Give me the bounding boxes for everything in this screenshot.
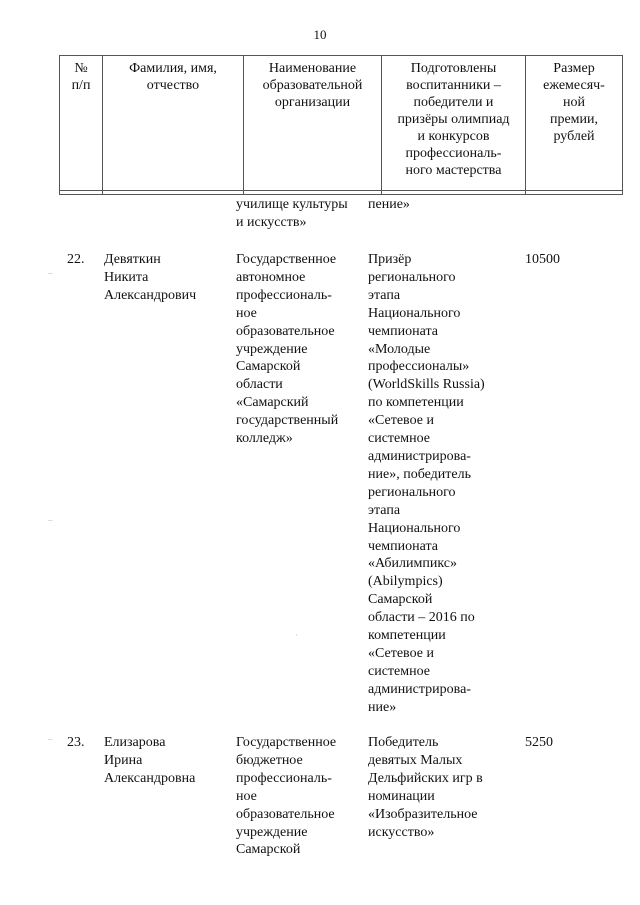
row-amount: 5250 xyxy=(525,735,553,750)
row-name: Елизарова Ирина Александровна xyxy=(104,735,196,786)
scan-mark: · xyxy=(295,630,298,640)
row-achievement: Победитель девятых Малых Дельфийских игр в номинации «Изобразительное искусство» xyxy=(368,735,483,840)
strip-cell xyxy=(382,191,526,195)
page-number: 10 xyxy=(313,27,327,42)
header-name xyxy=(103,56,244,191)
row-achievement: Призёр регионального этапа Национального чемпионата «Молодые профессионалы» (WorldSkills Russia) по компетенции «Сетевое и системное администрирова- ние», победитель регионального этапа Национального чемпионата «Абилимпикс» (Abilympics) Самарской области – 2016 по компетенции «Сетевое и системное администрирова- ние» xyxy=(368,252,485,715)
strip-cell xyxy=(526,191,623,195)
header-organization-label: Наименование образовательной организации xyxy=(262,61,363,110)
table-header xyxy=(59,55,623,195)
scan-mark: – xyxy=(48,734,53,744)
strip-cell xyxy=(103,191,244,195)
row-number: 22. xyxy=(67,252,85,267)
header-number-label: № п/п xyxy=(71,61,91,93)
header-achievement xyxy=(382,56,526,191)
strip-cell xyxy=(60,191,103,195)
row-number: 23. xyxy=(67,735,85,750)
header-achievement-label: Подготовлены воспитанники – победители и призёры олимпиад и конкурсов профессиональ- ного мастерства xyxy=(397,61,510,178)
header-organization xyxy=(244,56,382,191)
header-bottom-strip xyxy=(60,191,623,195)
scan-mark: – xyxy=(48,515,53,525)
header-number xyxy=(60,56,103,191)
header-amount-label: Размер ежемесяч- ной премии, рублей xyxy=(543,61,605,144)
strip-cell xyxy=(244,191,382,195)
carryover-organization: училище культуры и искусств» xyxy=(236,197,348,230)
scan-mark: – xyxy=(48,268,53,278)
carryover-achievement: пение» xyxy=(368,197,410,212)
row-organization: Государственное автономное профессиональ- ное образовательное учреждение Самарской области «Самарский государственный колледж» xyxy=(236,252,339,447)
header-name-label: Фамилия, имя, отчество xyxy=(129,61,217,93)
row-organization: Государственное бюджетное профессиональ- ное образовательное учреждение Самарской xyxy=(236,735,337,858)
header-row xyxy=(60,56,623,191)
row-name: Девяткин Никита Александрович xyxy=(104,252,197,303)
row-amount: 10500 xyxy=(525,252,560,267)
header-amount xyxy=(526,56,623,191)
